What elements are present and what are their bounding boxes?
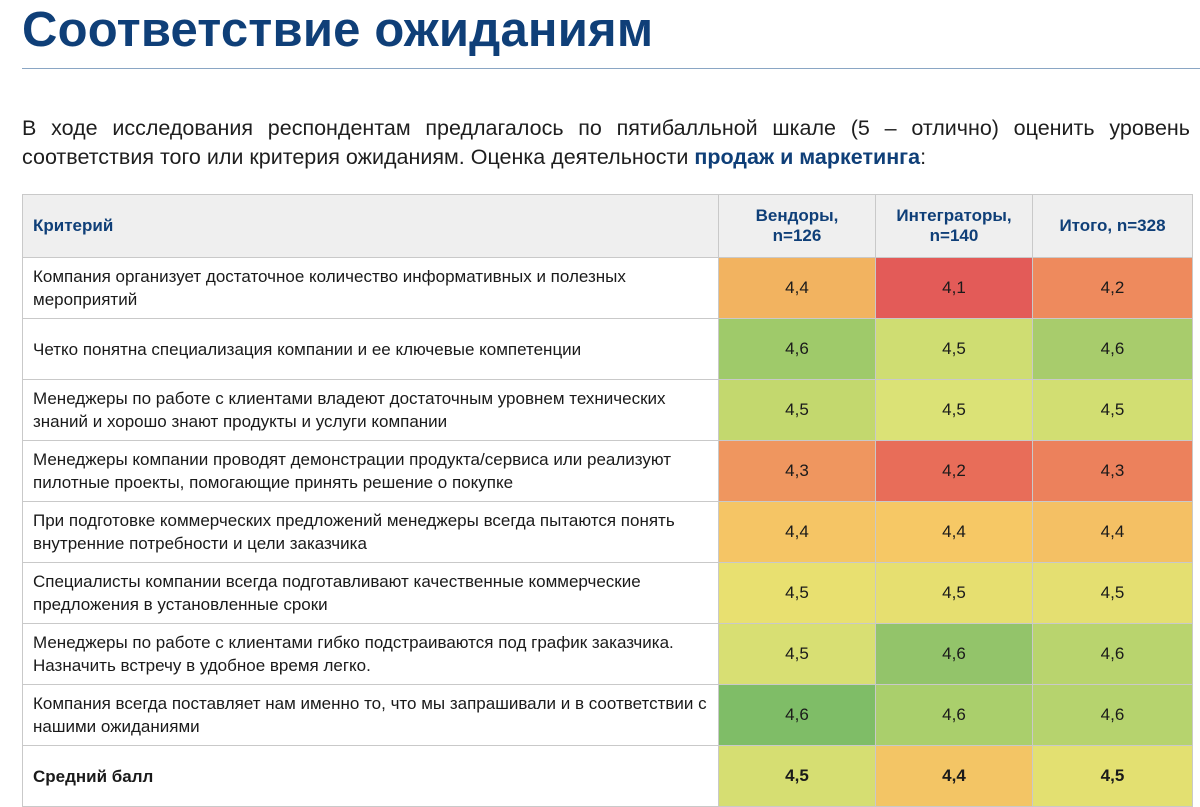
- score-cell: 4,4: [876, 502, 1033, 563]
- score-cell: 4,6: [876, 685, 1033, 746]
- score-cell: 4,4: [719, 258, 876, 319]
- score-cell: 4,4: [719, 502, 876, 563]
- score-cell: 4,6: [719, 319, 876, 380]
- criterion-cell: Менеджеры по работе с клиентами владеют достаточным уровнем технических знаний и хорошо знают продукты и услуги компании: [23, 380, 719, 441]
- score-cell: 4,5: [1033, 563, 1193, 624]
- criterion-cell: Менеджеры компании проводят демонстрации продукта/сервиса или реализуют пилотные проекты, помогающие принять решение о покупке: [23, 441, 719, 502]
- table-row: [23, 441, 1193, 502]
- header-integrators: Интеграторы, n=140: [876, 195, 1033, 258]
- criterion-cell: Четко понятна специализация компании и ее ключевые компетенции: [23, 319, 719, 380]
- table-row: [23, 563, 1193, 624]
- average-label: Средний балл: [23, 746, 719, 807]
- score-cell: 4,6: [1033, 685, 1193, 746]
- score-cell: 4,6: [1033, 319, 1193, 380]
- table-header-row: [23, 195, 1193, 258]
- table-row: [23, 502, 1193, 563]
- header-criterion: Критерий: [23, 195, 719, 258]
- header-vendors: Вендоры, n=126: [719, 195, 876, 258]
- score-cell: 4,1: [876, 258, 1033, 319]
- table-row: [23, 319, 1193, 380]
- title-divider: [22, 68, 1200, 69]
- score-cell: 4,6: [719, 685, 876, 746]
- score-cell: 4,5: [719, 380, 876, 441]
- score-cell: 4,5: [1033, 380, 1193, 441]
- score-cell: 4,5: [876, 319, 1033, 380]
- score-cell: 4,5: [719, 624, 876, 685]
- table-row: [23, 380, 1193, 441]
- score-cell: 4,5: [876, 380, 1033, 441]
- score-cell: 4,3: [1033, 441, 1193, 502]
- score-cell: 4,3: [719, 441, 876, 502]
- average-score-cell: 4,4: [876, 746, 1033, 807]
- average-row: [23, 746, 1193, 807]
- criterion-cell: Менеджеры по работе с клиентами гибко подстраиваются под график заказчика. Назначить встречу в удобное время легко.: [23, 624, 719, 685]
- table-row: [23, 258, 1193, 319]
- table-row: [23, 685, 1193, 746]
- score-cell: 4,5: [876, 563, 1033, 624]
- criterion-cell: Специалисты компании всегда подготавливают качественные коммерческие предложения в установленные сроки: [23, 563, 719, 624]
- intro-text: В ходе исследования респондентам предлагалось по пятибалльной шкале (5 – отлично) оценить уровень соответствия того или критерия ожиданиям. Оценка деятельности: [22, 115, 1190, 169]
- criterion-cell: При подготовке коммерческих предложений менеджеры всегда пытаются понять внутренние потребности и цели заказчика: [23, 502, 719, 563]
- score-cell: 4,6: [1033, 624, 1193, 685]
- ratings-table: [22, 194, 1193, 807]
- score-cell: 4,5: [719, 563, 876, 624]
- score-cell: 4,6: [876, 624, 1033, 685]
- score-cell: 4,4: [1033, 502, 1193, 563]
- average-score-cell: 4,5: [1033, 746, 1193, 807]
- intro-paragraph: [22, 114, 1190, 172]
- header-total: Итого, n=328: [1033, 195, 1193, 258]
- criterion-cell: Компания всегда поставляет нам именно то, что мы запрашивали и в соответствии с нашими ожиданиями: [23, 685, 719, 746]
- criterion-cell: Компания организует достаточное количество информативных и полезных мероприятий: [23, 258, 719, 319]
- intro-suffix: :: [920, 144, 927, 169]
- score-cell: 4,2: [876, 441, 1033, 502]
- intro-emphasis: продаж и маркетинга: [694, 144, 921, 169]
- page-title: Соответствие ожиданиям: [22, 3, 654, 57]
- average-score-cell: 4,5: [719, 746, 876, 807]
- score-cell: 4,2: [1033, 258, 1193, 319]
- table-row: [23, 624, 1193, 685]
